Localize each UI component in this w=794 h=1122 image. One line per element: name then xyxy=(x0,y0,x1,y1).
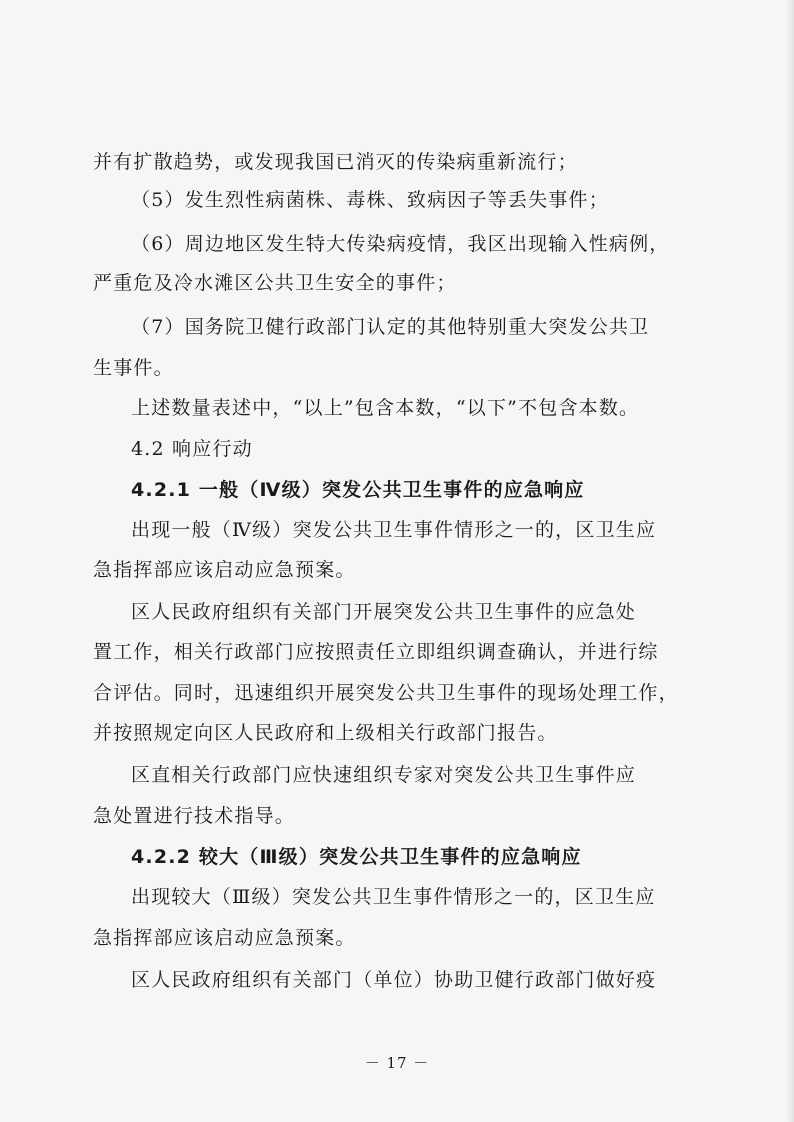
section-heading-4-2-1: 4.2.1 一般（Ⅳ级）突发公共卫生事件的应急响应 xyxy=(131,479,585,501)
paragraph-line: 并按照规定向区人民政府和上级相关行政部门报告。 xyxy=(93,722,558,744)
paragraph-line: 出现较大（Ⅲ级）突发公共卫生事件情形之一的，区卫生应 xyxy=(131,886,656,908)
page-number: － 17 － xyxy=(364,1054,430,1072)
paragraph-line: 合评估。同时，迅速组织开展突发公共卫生事件的现场处理工作， xyxy=(93,682,679,704)
section-heading-4-2-2: 4.2.2 较大（Ⅲ级）突发公共卫生事件的应急响应 xyxy=(131,846,582,868)
paragraph-line: 出现一般（Ⅳ级）突发公共卫生事件情形之一的，区卫生应 xyxy=(131,519,657,541)
paragraph-line: 急指挥部应该启动应急预案。 xyxy=(93,559,356,581)
paragraph-line: 区直相关行政部门应快速组织专家对突发公共卫生事件应 xyxy=(131,764,637,786)
paragraph-line: 生事件。 xyxy=(93,357,174,379)
paragraph-line: 严重危及冷水滩区公共卫生安全的事件； xyxy=(93,272,457,294)
list-item-6: （6）周边地区发生特大传染病疫情，我区出现输入性病例， xyxy=(131,233,670,255)
paragraph-line: 置工作，相关行政部门应按照责任立即组织调查确认，并进行综 xyxy=(93,641,659,663)
list-item-5: （5）发生烈性病菌株、毒株、致病因子等丢失事件； xyxy=(131,189,609,211)
paragraph-line: 急处置进行技术指导。 xyxy=(93,805,296,827)
paragraph-line: 区人民政府组织有关部门开展突发公共卫生事件的应急处 xyxy=(131,601,637,623)
scan-edge-shadow xyxy=(786,0,794,1122)
section-heading-4-2: 4.2 响应行动 xyxy=(131,438,253,460)
paragraph-line: 区人民政府组织有关部门（单位）协助卫健行政部门做好疫 xyxy=(131,969,657,991)
list-item-7: （7）国务院卫健行政部门认定的其他特别重大突发公共卫 xyxy=(131,316,650,338)
note-paragraph: 上述数量表述中，“以上”包含本数，“以下”不包含本数。 xyxy=(131,397,640,419)
paragraph-line: 并有扩散趋势，或发现我国已消灭的传染病重新流行； xyxy=(93,151,578,173)
paragraph-line: 急指挥部应该启动应急预案。 xyxy=(93,927,356,949)
